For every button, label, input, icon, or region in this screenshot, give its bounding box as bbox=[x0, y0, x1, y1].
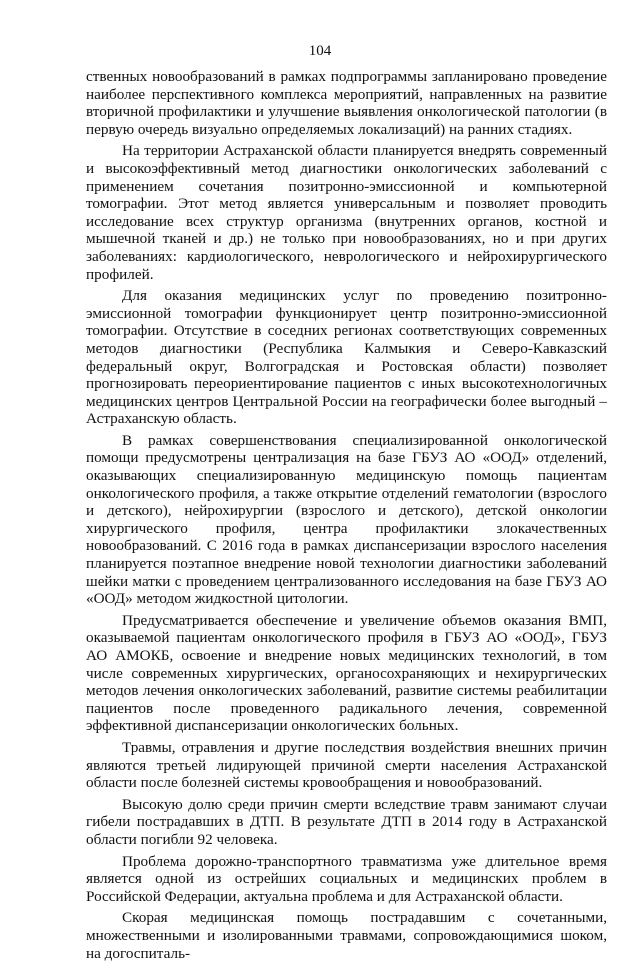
paragraph-6: Травмы, отравления и другие последствия воздействия внешних причин являются третьей лидирующей причиной смерти населения Астраханской области после болезней системы кровообращения и новообразований. bbox=[86, 738, 607, 792]
paragraph-3: Для оказания медицинских услуг по проведению позитронно-эмиссионной томографии функционирует центр позитронно-эмиссионной томографии. Отсутствие в соседних регионах соответствующих современных методов диагностики (Республика Калмыкия и Северо-Кавказский федеральный округ, Волгоградская и Ростовская области) позволяет прогнозировать переориентирование пациентов с иных высокотехнологичных медицинских центров Центральной России на географически более выгодный – Астраханскую область. bbox=[86, 287, 607, 428]
paragraph-2: На территории Астраханской области планируется внедрять современный и высокоэффективный метод диагностики онкологических заболеваний с применением сочетания позитронно-эмиссионной и компьютерной томографии. Этот метод является универсальным и позволяет проводить исследование всех структур организма (внутренних органов, костной и мышечной тканей и др.) не только при новообразованиях, но и при других заболеваниях: кардиологического, неврологического и нейрохирургического профилей. bbox=[86, 142, 607, 283]
paragraph-7: Высокую долю среди причин смерти вследствие травм занимают случаи гибели пострадавших в ДТП. В результате ДТП в 2014 году в Астраханской области погибли 92 человека. bbox=[86, 795, 607, 848]
paragraph-8: Проблема дорожно-транспортного травматизма уже длительное время является одной из острейших социальных и медицинских проблем в Российской Федерации, актуальна проблема и для Астраханской области. bbox=[86, 852, 607, 905]
paragraph-5: Предусматривается обеспечение и увеличение объемов оказания ВМП, оказываемой пациентам онкологического профиля в ГБУЗ АО «ООД», ГБУЗ АО АМОКБ, освоение и внедрение новых медицинских технологий, в том числе современных хирургических, органосохраняющих и нехирургических методов лечения онкологических заболеваний, развитие системы реабилитации пациентов после проведенного радикального лечения, современной эффективной диспансеризации онкологических больных. bbox=[86, 611, 607, 735]
page-number: 104 bbox=[308, 43, 332, 59]
paragraph-1: ственных новообразований в рамках подпрограммы запланировано проведение наиболее перспективного комплекса мероприятий, направленных на развитие вторичной профилактики и улучшение выявления онкологической патологии (в первую очередь визуально определяемых локализаций) на ранних стадиях. bbox=[86, 68, 607, 138]
paragraph-9: Скорая медицинская помощь пострадавшим с сочетанными, множественными и изолированными травмами, сопровождающимися шоком, на догоспиталь- bbox=[86, 909, 607, 962]
body-text bbox=[86, 68, 607, 966]
paragraph-4: В рамках совершенствования специализированной онкологической помощи предусмотрены централизация на базе ГБУЗ АО «ООД» отделений, оказывающих специализированную медицинскую помощь пациентам онкологического профиля, а также открытие отделений гематологии (взрослого и детского), нейрохирургии (взрослого и детского), детской онкологии хирургического профиля, центра профилактики злокачественных новообразований. С 2016 года в рамках диспансеризации взрослого населения планируется поэтапное внедрение новой технологии диагностики заболеваний шейки матки с проведением централизованного исследования на базе ГБУЗ АО «ООД» методом жидкостной цитологии. bbox=[86, 431, 607, 608]
